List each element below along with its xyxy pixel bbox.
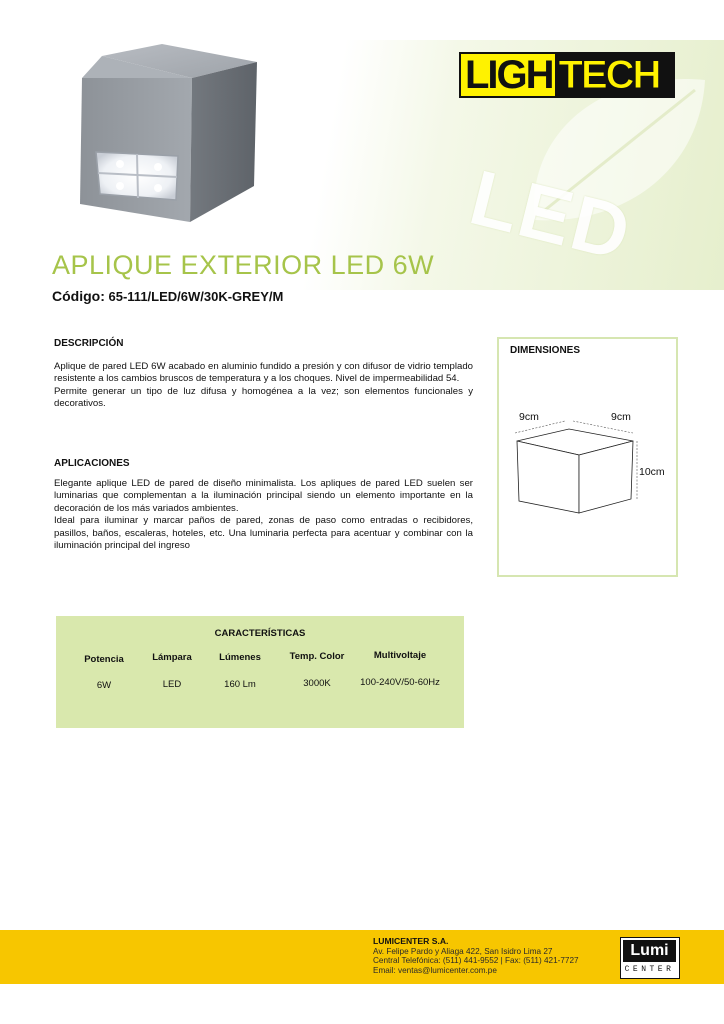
applications-text: [54, 478, 473, 552]
applications-heading: APLICACIONES: [54, 458, 130, 469]
product-title: APLIQUE EXTERIOR LED 6W: [52, 250, 435, 280]
footer-bar: [0, 930, 724, 984]
footer-contact: [373, 937, 579, 975]
char-value-multivoltage: 100-240V/50-60Hz: [360, 677, 440, 688]
height-label: 10cm: [639, 466, 665, 478]
logo-part-1: LIGH: [465, 53, 553, 97]
applications-paragraph: Ideal para iluminar y marcar paños de pared, zonas de paso como entradas o recibidores, pasillos, baños, escaleras, hoteles, etc. Una luminaria perfecta para acentuar y combinar con la iluminación principal del ingreso: [54, 515, 473, 552]
footer-company: LUMICENTER S.A.: [373, 936, 449, 946]
dimensions-title: DIMENSIONES: [510, 345, 581, 356]
char-header-power: Potencia: [84, 654, 124, 665]
char-value-color-temp: 3000K: [303, 678, 331, 689]
code-value: 65-111/LED/6W/30K-GREY/M: [108, 289, 284, 304]
char-header-color-temp: Temp. Color: [289, 651, 345, 662]
char-header-lumens: Lúmenes: [219, 652, 261, 663]
char-value-lamp: LED: [162, 679, 182, 690]
logo-part-2: TECH: [555, 53, 673, 97]
description-text: [54, 361, 473, 411]
depth-label: 9cm: [611, 411, 631, 423]
description-heading: DESCRIPCIÓN: [54, 338, 124, 349]
applications-paragraph: Elegante aplique LED de pared de diseño minimalista. Los apliques de pared LED suelen ser luminarias que complementan a la iluminación principal siendo un elemento importante en la decoración de los más variados ambientes.: [54, 478, 473, 514]
description-paragraph: Aplique de pared LED 6W acabado en aluminio fundido a presión y con difusor de vidrio templado resistente a los cambios bruscos de temperatura y a los choques. Nivel de impermeabilidad 54.: [54, 361, 473, 385]
footer-phone: Central Telefónica: (511) 441-9552 | Fax: (511) 421-7727: [373, 956, 579, 966]
footer-address: Av. Felipe Pardo y Aliaga 422, San Isidro Lima 27: [373, 946, 553, 956]
char-header-lamp: Lámpara: [152, 652, 192, 663]
dimensions-box: [497, 337, 678, 577]
led-watermark: LED: [461, 152, 641, 278]
width-label: 9cm: [519, 411, 539, 423]
logo-center-word: CENTER: [624, 965, 675, 974]
product-image: [62, 44, 272, 234]
code-label: Código:: [52, 288, 105, 304]
char-header-multivoltage: Multivoltaje: [373, 650, 427, 661]
lightech-logo: [459, 52, 675, 98]
char-value-power: 6W: [96, 680, 112, 691]
logo-lumi-word: Lumi: [623, 940, 676, 962]
characteristics-panel: [56, 616, 464, 728]
characteristics-title: CARACTERÍSTICAS: [214, 628, 306, 639]
footer-email: Email: ventas@lumicenter.com.pe: [373, 965, 497, 975]
char-value-lumens: 160 Lm: [224, 679, 256, 690]
description-paragraph: Permite generar un tipo de luz difusa y homogénea a la vez; son elementos funcionales y decorativos.: [54, 385, 473, 410]
product-code: [52, 288, 283, 304]
lumicenter-logo: [620, 937, 680, 979]
